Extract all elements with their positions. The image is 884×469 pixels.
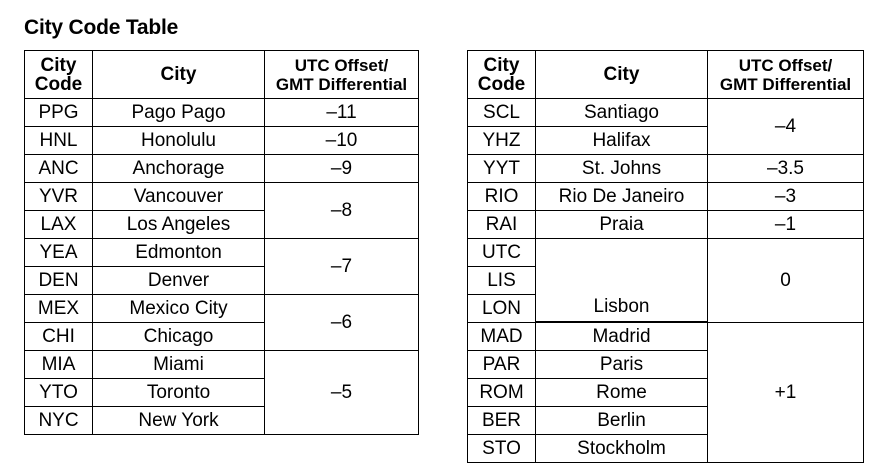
utc-offset-cell: –11: [265, 99, 419, 127]
city-code-cell: YYT: [468, 155, 536, 183]
utc-offset-cell: 0: [708, 239, 864, 323]
city-code-table-left: [24, 50, 419, 435]
table-row: [468, 211, 864, 239]
city-name-cell: Praia: [536, 211, 708, 239]
city-code-cell: STO: [468, 435, 536, 463]
header-city-code: City Code: [25, 51, 93, 99]
city-code-cell: ANC: [25, 155, 93, 183]
city-code-cell: YTO: [25, 379, 93, 407]
city-name-cell: Madrid: [536, 323, 708, 351]
city-name-cell: Chicago: [93, 323, 265, 351]
city-name-cell: Pago Pago: [93, 99, 265, 127]
header-city: City: [536, 51, 708, 99]
table-row: [25, 295, 419, 323]
city-name-cell: Santiago: [536, 99, 708, 127]
table-row: [468, 99, 864, 127]
table-row: [468, 155, 864, 183]
city-name-cell: Lisbon: [535, 293, 708, 322]
city-code-cell: LAX: [25, 211, 93, 239]
city-name-cell: St. Johns: [536, 155, 708, 183]
header-city-code: City Code: [468, 51, 536, 99]
city-code-cell: LON: [468, 295, 536, 323]
city-code-cell: UTC: [468, 239, 536, 267]
table-row: [25, 239, 419, 267]
utc-offset-cell: –7: [265, 239, 419, 295]
city-code-cell: YEA: [25, 239, 93, 267]
city-code-cell: HNL: [25, 127, 93, 155]
city-code-cell: YVR: [25, 183, 93, 211]
table-row: [468, 183, 864, 211]
city-code-cell: NYC: [25, 407, 93, 435]
utc-offset-cell: –10: [265, 127, 419, 155]
header-utc-offset: UTC Offset/ GMT Differential: [708, 51, 864, 99]
table-row: [468, 323, 864, 351]
city-code-cell: PAR: [468, 351, 536, 379]
city-name-cell: Anchorage: [93, 155, 265, 183]
table-row: [25, 127, 419, 155]
city-code-cell: RAI: [468, 211, 536, 239]
utc-offset-cell: –6: [265, 295, 419, 351]
utc-offset-cell: –3: [708, 183, 864, 211]
city-code-cell: MAD: [468, 323, 536, 351]
city-name-cell: Edmonton: [93, 239, 265, 267]
table-row: [25, 351, 419, 379]
utc-offset-cell: +1: [708, 323, 864, 463]
city-name-cell: Mexico City: [93, 295, 265, 323]
city-code-cell: MIA: [25, 351, 93, 379]
table-header-row: [25, 51, 419, 99]
city-name-cell: Miami: [93, 351, 265, 379]
utc-offset-cell: –9: [265, 155, 419, 183]
city-code-cell: DEN: [25, 267, 93, 295]
table-row: [25, 99, 419, 127]
city-code-cell: LIS: [468, 267, 536, 295]
city-code-cell: BER: [468, 407, 536, 435]
city-name-cell: Los Angeles: [93, 211, 265, 239]
city-code-cell: YHZ: [468, 127, 536, 155]
city-name-cell: Denver: [93, 267, 265, 295]
city-name-cell: Berlin: [536, 407, 708, 435]
city-name-cell-group: [536, 239, 708, 323]
city-name-cell: Paris: [536, 351, 708, 379]
utc-offset-cell: –4: [708, 99, 864, 155]
table-row: [25, 183, 419, 211]
page-title: City Code Table: [24, 16, 179, 39]
header-utc-offset: UTC Offset/ GMT Differential: [265, 51, 419, 99]
city-name-cell: Vancouver: [93, 183, 265, 211]
table-row: [25, 155, 419, 183]
city-name-cell: Toronto: [93, 379, 265, 407]
utc-offset-cell: –1: [708, 211, 864, 239]
city-name-cell: Halifax: [536, 127, 708, 155]
city-code-cell: PPG: [25, 99, 93, 127]
city-name-cell: Stockholm: [536, 435, 708, 463]
utc-offset-cell: –3.5: [708, 155, 864, 183]
table-header-row: [468, 51, 864, 99]
city-code-cell: MEX: [25, 295, 93, 323]
utc-offset-cell: –8: [265, 183, 419, 239]
city-code-cell: ROM: [468, 379, 536, 407]
city-name-cell: Rome: [536, 379, 708, 407]
city-code-cell: SCL: [468, 99, 536, 127]
table-row: [468, 239, 864, 267]
city-code-table-right: [467, 50, 864, 463]
city-name-cell: Rio De Janeiro: [536, 183, 708, 211]
city-name-cell: New York: [93, 407, 265, 435]
city-name-cell: Honolulu: [93, 127, 265, 155]
utc-offset-cell: –5: [265, 351, 419, 435]
header-city: City: [93, 51, 265, 99]
city-code-cell: RIO: [468, 183, 536, 211]
city-code-cell: CHI: [25, 323, 93, 351]
